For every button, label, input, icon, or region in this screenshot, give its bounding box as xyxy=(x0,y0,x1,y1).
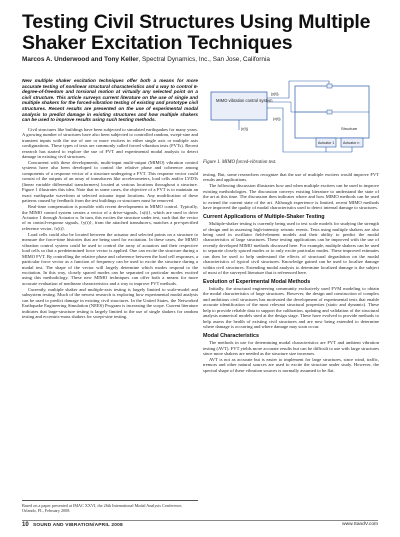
body-paragraph: Real-time compensation is possible with recent developments in MIMO control. Typically, the MIMO control system creates a vector of a drive-signals, {x(t)}, which are used to drive Actuator 1 through Actuator n. In turn, this excites the structure under test, such that the vector of m control-response signals, {y(t)}, from the attached transducers, matches a pre-specified reference vector, {r(t)}. xyxy=(22,204,198,231)
left-column xyxy=(22,78,198,320)
body-paragraph: The following discussion illustrates how and when multiple exciters can be used to improve existing methodologies. The discussion conveys existing literature to understand the state of the art at this time. The discussion then indicates where and how MIMO methods can be used to extend the current state of the art. Although experience is limited, recent MIMO methods have improved the quality of modal characteristics used to detect internal damage to structures. xyxy=(203,183,379,211)
footnote: Based on a paper presented at IMAC XXVI, the 26th International Modal Analysis Conference, Orlando, FL, February 2008. xyxy=(22,500,198,513)
website-link[interactable]: www.SandV.com xyxy=(342,522,378,527)
response-line-mid xyxy=(267,102,327,112)
right-column xyxy=(203,172,379,374)
figure-caption: Figure 1. MIMO forced-vibration test. xyxy=(203,160,277,165)
authors: Marcos A. Underwood and Tony Keller xyxy=(22,56,139,63)
body-paragraph: Initially, the structural engineering community exclusively used FVM modeling to obtain the modal characteristics of large structures. However, the design and construction of complex and ambitious civil structures has motivated the development of experimental tests that enable accurate identification of the most relevant structural properties (static and dynamic). These help to provide reliable data to support the calibration, updating and validation of the structural analysis numerical models used at the design stage. These have evolved to provide methods to help assess the health of existing civil structures and are now being extended to determine where damage is occurring and where damage may soon occur. xyxy=(203,286,379,330)
article-title: Testing Civil Structures Using Multiple Shaker Excitation Techniques xyxy=(22,11,371,54)
section-heading: Evolution of Experimental Modal Methods xyxy=(203,278,311,285)
body-paragraph: Concurrent with these developments, multi-input multi-output (MIMO) vibration control systems have also been developed to control the relative phase and coherence among components of a response vector of a structure undergoing a FVT. This response vector could consist of the outputs of an array of transducers like accelerometers, load cells and/or LVDTs (linear variable differential transformers) located at various locations throughout a structure. Figure 1 illustrates this idea. Note that in some cases, the objective of a FVT is to maintain an exact earthquake waveform at selected actuator input locations. Any modification of these patterns caused by feedback from the test buildings or structures must be removed. xyxy=(22,159,198,204)
byline xyxy=(22,56,382,64)
body-paragraph: testing. But, some researchers recognize that the use of multiple exciters would improve FVT results and applications. xyxy=(203,172,379,183)
figure-1 xyxy=(203,78,379,160)
body-paragraph: AVT is not as accurate but is easier to implement for large structures, since wind, traffic, tremors and other natural sources are used to excite the structure under study. However, the spectral shape of these vibration sources is normally assumed to be flat. xyxy=(203,356,379,373)
response-signal-label: {y(t)} xyxy=(271,92,279,96)
body-paragraph: The methods in use for determining modal characteristics are FVT and ambient vibration testing (AVT). FVT yields more accurate results but can be difficult to use with large structures since more shakers are needed as the structure size increases. xyxy=(203,340,379,356)
body-paragraph: Multiple-shaker testing is currently being used to test scale models for studying the strength of design and in assessing high-intensity seismic events. Tests using multiple shakers are also being used in oscillator field-element models and their ability to predict the modal characteristics of large structures. These testing applications can be improved with the use of recently developed MIMO methods discussed here. For example, multiple shakers can be used to separate closely spaced modes or to only excite particular modes. These improved estimates can then be used to help understand the effects of structural degradation on the modal characteristics of typical civil structures. Knowledge gained can be used to localize damage within civil structures. Extending modal analysis to determine localized damage is the subject of most of the surveyed literature that is referenced here. xyxy=(203,221,379,276)
abstract: New multiple shaker excitation techniques offer both a means for more accurate testing of nonlinear structural characteristics and a way to control 6-degree-of-freedom and torsional motion at virtually any selected point on a civil structure. This article surveys current literature on the use of single and multiple shakers for the forced-vibration testing of existing and prototype civil structures. Recent results are presented on the use of experimental modal analysis to predict damage in existing structures and how multiple shakers can be used to improve results using such testing methods. xyxy=(22,78,198,123)
affiliation: , Spectral Dynamics, Inc., San Jose, California xyxy=(138,56,270,63)
mimo-system-box xyxy=(211,92,267,120)
transducer-mid xyxy=(327,110,332,114)
mimo-diagram xyxy=(203,78,379,160)
reference-signal-label: {r(t)} xyxy=(241,127,248,131)
page-footer xyxy=(22,520,378,528)
transducer-top xyxy=(327,84,332,88)
page-number: 10 xyxy=(22,522,29,528)
drive-signal-label: {x(t)} xyxy=(273,117,281,121)
section-heading: Current Applications of Multiple-Shaker Testing xyxy=(203,213,325,220)
body-paragraph: Currently, multiple shaker and multiple-axis testing is largely limited to scale-model and subsystem testing. Much of the newest research is exploring how experimental modal analysis can be used to predict damage in existing civil structures. In the United States, the Networked Earthquake Engineering Simulation (NEES) Program is increasing the scope. Current literature indicates that large-structure testing is largely limited to the use of single shakers for random testing and eccentric-mass shakers for swept-sine testing. xyxy=(22,286,198,320)
structure-label: Structure xyxy=(341,126,358,131)
actuator-n-label: Actuator n xyxy=(343,141,360,145)
body-paragraph: Civil structures like buildings have been subjected to simulated earthquakes for many years. A growing number of structures have also been subjected to controlled random, swept-sine and transient inputs with the use of one or more exciters in either single axis or multiple axis configurations. These types of tests are commonly called forced vibration tests (FVTs). Recent research has started to explore the use of FVT and experimental modal analysis to detect damage in existing civil structures. xyxy=(22,126,198,160)
actuator-1-label: Actuator 1 xyxy=(318,141,335,145)
mimo-system-label: MIMO vibration control system xyxy=(216,98,273,103)
magazine-name: SOUND AND VIBRATION/APRIL 2008 xyxy=(33,523,123,528)
body-paragraph: Load cells could also be located between the actuator and selected points on a structure to measure the force-time histories that are being used for excitation. In these cases, the MIMO vibration control system could be used to control the array of actuators and their respective load cells so that a predetermined force vector is applied. One can excite the structure during a MIMO FVT. By controlling the relative phase and coherence between the load cell responses, a particular force vector as a function of frequency can be used to excite the structure during a modal test. The shape of the vector will largely determine which modes respond to the excitation. In this way, closely spaced modes can be separated or particular modes excited using this methodology. These new MIMO techniques can offer both a means for more accurate evaluation of nonlinear characteristics and a way to improve FVT methods. xyxy=(22,231,198,286)
section-heading: Modal Characteristics xyxy=(203,332,260,339)
